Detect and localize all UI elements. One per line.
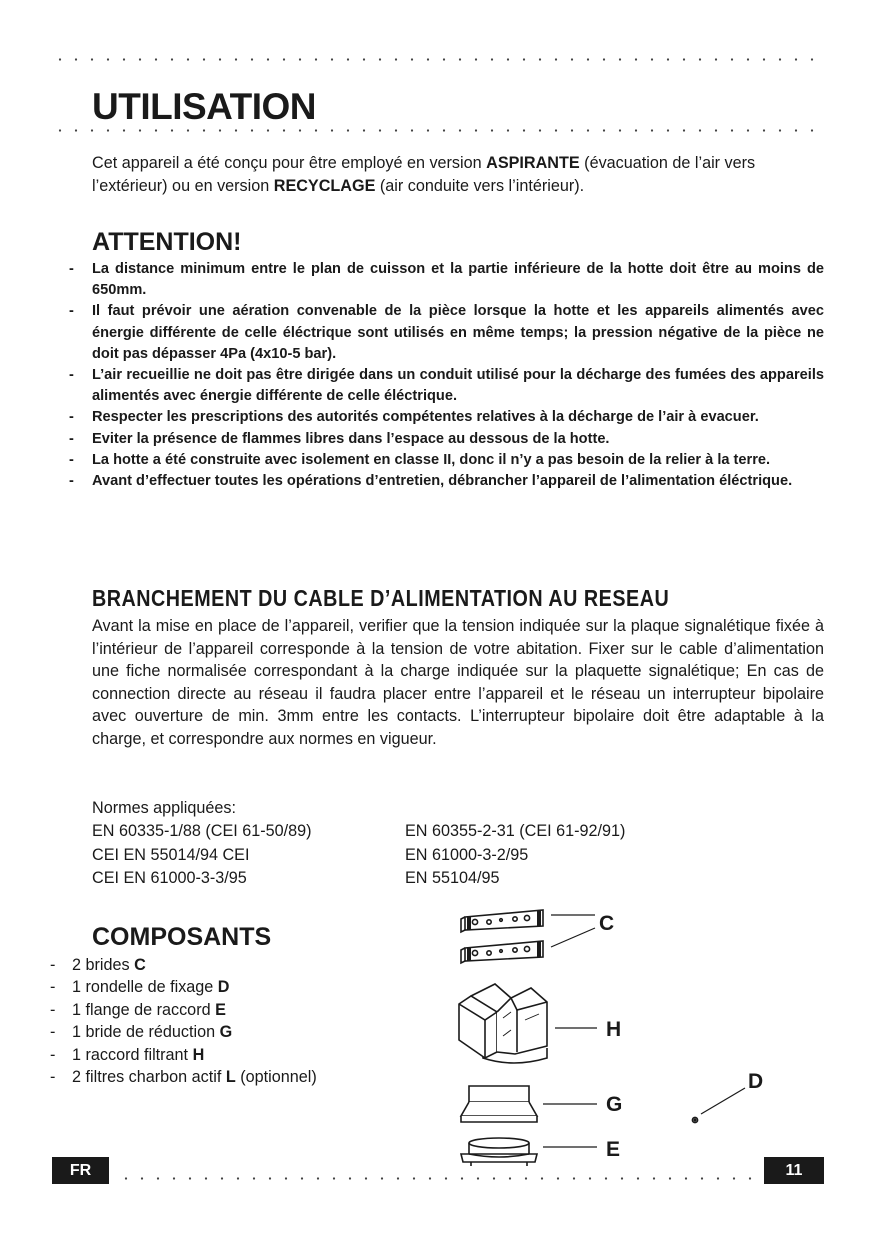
composants-heading: COMPOSANTS — [92, 923, 272, 951]
table-cell: EN 55104/95 — [405, 869, 500, 887]
language-tag: FR — [52, 1157, 109, 1184]
page-title: UTILISATION — [92, 86, 317, 127]
composants-list — [48, 954, 317, 1088]
list-item: - La hotte a été construite avec isolement en classe II, donc il n’y a pas besoin de la relier à la terre. — [66, 450, 824, 471]
footer-dotted-rule — [118, 1177, 758, 1180]
list-item: - 1 rondelle de fixage D — [48, 976, 317, 998]
bracket-c-drawing — [461, 910, 543, 963]
table-cell: EN 60335-1/88 (CEI 61-50/89) — [92, 822, 312, 840]
reduction-g-drawing — [461, 1086, 537, 1122]
components-diagram — [455, 900, 785, 1170]
table-row — [92, 867, 625, 891]
label-c: C — [599, 912, 615, 935]
page-number: 11 — [764, 1157, 824, 1184]
list-item: - Eviter la présence de flammes libres dans l’espace au dessous de la hotte. — [66, 429, 824, 450]
connector-h-drawing — [459, 984, 547, 1063]
list-item: - La distance minimum entre le plan de cuisson et la partie inférieure de la hotte doit être au moins de 650mm. — [66, 259, 824, 301]
list-item: - Respecter les prescriptions des autorités compétentes relatives à la décharge de l’air à evacuer. — [66, 407, 824, 428]
list-item: - 1 flange de raccord E — [48, 999, 317, 1021]
attention-list — [66, 259, 824, 492]
normes-table — [92, 820, 625, 891]
attention-heading: ATTENTION! — [92, 228, 242, 256]
leader-line — [551, 928, 595, 947]
list-item: - 1 raccord filtrant H — [48, 1044, 317, 1066]
list-item: - L’air recueillie ne doit pas être dirigée dans un conduit utilisé pour la décharge des fumées des appareils alimentés avec énergie différente de celle éléctrique. — [66, 365, 824, 407]
list-item: - Avant d’effectuer toutes les opérations d’entretien, débrancher l’appareil de l’alimentation éléctrique. — [66, 471, 824, 492]
top-dotted-rule — [52, 58, 824, 61]
table-cell: CEI EN 55014/94 CEI — [92, 845, 250, 864]
normes-label: Normes appliquées: — [92, 799, 236, 817]
table-cell: EN 61000-3-2/95 — [405, 845, 529, 864]
label-d: D — [748, 1070, 764, 1093]
washer-d-drawing — [692, 1117, 697, 1122]
list-item: - 1 bride de réduction G — [48, 1021, 317, 1043]
label-g: G — [606, 1093, 623, 1116]
branchement-heading: BRANCHEMENT DU CABLE D’ALIMENTATION AU RESEAU — [92, 585, 670, 611]
label-h: H — [606, 1018, 622, 1041]
table-cell: EN 60355-2-31 (CEI 61-92/91) — [405, 822, 626, 840]
flange-e-drawing — [461, 1138, 537, 1166]
leader-line — [701, 1088, 745, 1114]
intro-paragraph: Cet appareil a été conçu pour être employé en version ASPIRANTE (évacuation de l’air vers l’extérieur) ou en version RECYCLAGE (air conduite vers l’intérieur). — [92, 154, 756, 195]
list-item: - 2 filtres charbon actif L (optionnel) — [48, 1066, 317, 1088]
table-row — [92, 820, 625, 844]
table-row — [92, 844, 625, 868]
label-e: E — [606, 1138, 621, 1161]
list-item: - 2 brides C — [48, 954, 317, 976]
list-item: - Il faut prévoir une aération convenable de la pièce lorsque la hotte et les appareils alimentés avec énergie différente de celle éléctrique sont utilisés en même temps; la pression négative de la pièce ne doit pas dépasser 4Pa (4x10-5 bar). — [66, 301, 824, 365]
branchement-paragraph: Avant la mise en place de l’appareil, verifier que la tension indiquée sur la plaque signalétique fixée à l’intérieur de l’appareil corresponde à la tension de votre abitation. Fixer sur le cable d’alimentation une fiche normalisée correspondant à la charge indiquée sur la plaquette signalétique; En cas de connection directe au réseau il faudra placer entre l’appareil et le réseau un interrupteur bipolaire avec ouverture de min. 3mm entre les contacts. L’interrupteur bipolaire doit être adaptable à la charge, et correspondre aux normes en vigueur. — [92, 617, 824, 748]
title-dotted-rule — [52, 129, 824, 132]
table-cell: CEI EN 61000-3-3/95 — [92, 869, 247, 887]
